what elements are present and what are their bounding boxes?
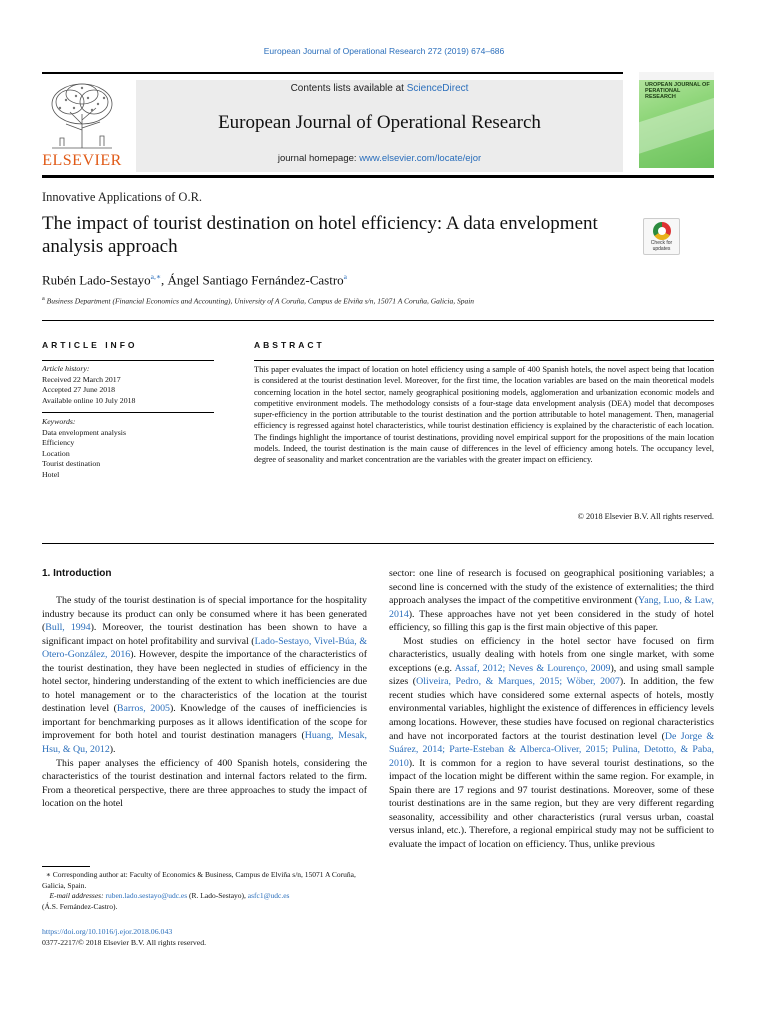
cover-decoration — [639, 95, 714, 154]
homepage-prefix: journal homepage: — [277, 153, 360, 164]
sciencedirect-link[interactable]: ScienceDirect — [406, 83, 469, 94]
cover-top-band — [639, 72, 714, 80]
elsevier-wordmark: ELSEVIER — [42, 152, 122, 169]
citation-link[interactable]: Oliveira, Pedro, & Marques, 2015; Wöber, 2007 — [416, 676, 620, 688]
abstract-heading: ABSTRACT — [254, 340, 325, 350]
footnote — [42, 870, 367, 912]
author-affiliation-mark[interactable]: a,∗ — [150, 272, 161, 281]
elsevier-logo[interactable] — [42, 80, 122, 172]
keywords — [42, 417, 214, 480]
crossmark-label-line: updates — [652, 245, 671, 252]
email-link[interactable]: asfc1@udc.es — [247, 891, 290, 901]
contents-line — [136, 83, 623, 94]
author-separator: , — [160, 272, 168, 288]
journal-masthead — [136, 80, 623, 172]
body-paragraph: sector: one line of research is focused on geographical positioning variables; a second line is concerned with the study of the existence of externalities; the third approach analyses the impact of the competitive environment (Yang, Luo, & Law, 2014). These approaches have not yet been considered in the study of hotel efficiency, so filling this gap is the first main objective of this paper. — [389, 568, 714, 634]
body-column-left — [42, 594, 367, 811]
history-item: Accepted 27 June 2018 — [42, 385, 115, 394]
contents-prefix: Contents lists available at — [290, 83, 407, 94]
article-info-heading: ARTICLE INFO — [42, 340, 138, 350]
divider — [42, 360, 214, 361]
article-title: The impact of tourist destination on hotel efficiency: A data envelopment analysis approach — [42, 213, 598, 257]
history-item: Received 22 March 2017 — [42, 374, 121, 384]
article-history — [42, 364, 214, 406]
body-paragraph: Most studies on efficiency in the hotel sector have focused on firm characteristics, usually dealing with hotels from one single market, with some exceptions (e.g. Assaf, 2012; Neves & Lourenço, 2009), and using small sample sizes (Oliveira, Pedro, & Marques, 2015; Wöber, 2007). In addition, the few recent studies which have considered some external aspects of hotels, mostly environmental variables, highlight the existence of differences in efficiency levels among locations. However, these studies have focused on regional characteristics and have not incorporated factors at the tourist destination level (De Jorge & Suárez, 2014; Parte-Esteban & Alberca-Oliver, 2015; Pulina, Detotto, & Paba, 2010). It is common for a region to have several tourist destinations, so the impact of the location might be different within the same region. For example, in Spain there are 17 regions and 97 tourist destinations. Moreover, some of these tourist destinations are in the same region, but they are very different regarding seasonality, accessibility and other characteristics (rural versus urban, coastal versus inland, etc.). Therefore, a regional empirical study may not be sufficient to evaluate the impact of location on efficiency. Thus, unlike previous — [389, 635, 715, 850]
history-item: Available online 10 July 2018 — [42, 395, 136, 405]
affiliation-text: Business Department (Financial Economics and Accounting), University of A Coruña, Campus de Elviña s/n, 15071 A Coruña, Galicia, Spain — [46, 296, 475, 306]
elsevier-tree-icon — [46, 80, 118, 150]
abstract-text: This paper evaluates the impact of location on hotel efficiency using a sample of 400 Spanish hotels, the novel aspect being that location is considered at the tourist destination level. Moreover, for the first time, the location variables are based on the main theoretical models concerning location in the hotel sector, namely geographical positioning models, agglomeration and urbanization economic models and competitive environment models. The methodology consists of a four-stage data envelopment analysis (DEA) model that decomposes super-efficiency in the portion attributable to the tourist destination and the portion attributable to hotel management. Then, managerial efficiency is regressed against hotel characteristics, while tourist destination efficiency is explained by the characteristic of each location. The findings highlight the importance of tourist destinations, providing novel empirical support for the propositions of the main location models. Indeed, the tourist destination is the main cause of differences in the level of efficiency among hotels. The occupancy level, degree of seasonality and market concentration are the variables with the greater impact on efficiency. — [254, 365, 714, 465]
citation-link[interactable]: Huang, Mesak, Hsu, & Qu, 2012 — [42, 730, 367, 756]
corresponding-author-note: ∗ Corresponding author at: Faculty of Economics & Business, Campus de Elviña s/n, 15071 A Coruña, Galicia, Spain. — [42, 870, 356, 890]
cover-title-line: PERATIONAL RESEARCH — [645, 88, 681, 100]
citation-link[interactable]: De Jorge & Suárez, 2014; Parte-Esteban & Alberca-Oliver, 2015; Pulina, Detotto, & Paba, 2010 — [389, 730, 715, 769]
keyword: Data envelopment analysis — [42, 427, 127, 437]
crossmark-icon — [653, 222, 671, 240]
cover-title — [645, 82, 711, 100]
author-name[interactable]: Ángel Santiago Fernández-Castro — [167, 272, 344, 288]
homepage-line — [136, 153, 623, 164]
email-link[interactable]: ruben.lado.sestayo@udc.es — [105, 891, 188, 901]
email-owner: (Á.S. Fernández-Castro). — [42, 901, 118, 911]
journal-citation[interactable]: European Journal of Operational Research 272 (2019) 674–686 — [263, 46, 505, 56]
journal-homepage-link[interactable]: www.elsevier.com/locate/ejor — [359, 153, 482, 164]
citation-link[interactable]: Assaf, 2012; Neves & Lourenço, 2009 — [454, 662, 611, 674]
affiliation-mark: a — [42, 295, 45, 302]
header-bottom-rule — [42, 175, 714, 178]
journal-title: European Journal of Operational Research — [218, 112, 541, 133]
header-top-rule — [42, 72, 623, 74]
affiliation — [42, 295, 474, 306]
journal-cover-image[interactable] — [639, 72, 714, 168]
author-name[interactable]: Rubén Lado-Sestayo — [42, 272, 151, 288]
section-type: Innovative Applications of O.R. — [42, 190, 203, 204]
doi-link[interactable]: https://doi.org/10.1016/j.ejor.2018.06.043 — [42, 927, 173, 936]
divider — [254, 360, 714, 361]
body-column-right — [389, 567, 714, 851]
check-for-updates-button[interactable] — [643, 218, 680, 255]
keyword: Tourist destination — [42, 459, 101, 468]
citation-link[interactable]: Yang, Luo, & Law, 2014 — [389, 595, 714, 620]
history-label: Article history: — [42, 364, 90, 373]
abstract-copyright: © 2018 Elsevier B.V. All rights reserved. — [577, 512, 714, 521]
author-affiliation-mark[interactable]: a — [343, 272, 348, 281]
email-note: E-mail addresses: ruben.lado.sestayo@udc.es (R. Lado-Sestayo), asfc1@udc.es — [49, 891, 290, 901]
citation-link[interactable]: Barros, 2005 — [116, 703, 170, 715]
citation-link[interactable]: Lado-Sestayo, Vivel-Búa, & Otero-González, 2016 — [42, 635, 367, 661]
keyword: Hotel — [42, 469, 60, 479]
crossmark-label — [644, 241, 679, 252]
doi-block — [42, 926, 206, 948]
keyword: Efficiency — [42, 438, 75, 447]
body-paragraph: The study of the tourist destination is of special importance for the hospitality industry because its product can only be consumed where it has been generated (Bull, 1994). Moreover, the tourist destination has been shown to have a significant impact on hotel profitability and survival (Lado-Sestayo, Vivel-Búa, & Otero-González, 2016). However, despite the importance of the characteristics of the tourist destination, they have been neglected in studies of efficiency in the hotel sector, hindering understanding of the extent to which inefficiencies are due to hotel management or to the characteristics of the location at the tourist destination level (Barros, 2005). Knowledge of the causes of inefficiencies is important for benchmarking purposes as it allows identification of the scope for improvement for both hotel and tourist destination managers (Huang, Mesak, Hsu, & Qu, 2012). — [42, 595, 368, 756]
section-heading-introduction: 1. Introduction — [42, 568, 112, 579]
footnote-rule — [42, 866, 90, 867]
divider — [42, 320, 714, 321]
crossmark-label-line: Check for — [650, 240, 673, 246]
keywords-label: Keywords: — [42, 417, 76, 426]
keyword: Location — [42, 448, 70, 458]
divider — [42, 543, 714, 544]
journal-header — [42, 72, 714, 177]
issn-line: 0377-2217/© 2018 Elsevier B.V. All rights reserved. — [42, 938, 207, 947]
cover-title-line: UROPEAN JOURNAL OF — [645, 82, 710, 88]
author-list — [42, 272, 347, 288]
divider — [42, 412, 214, 413]
citation-link[interactable]: Bull, 1994 — [45, 622, 91, 634]
body-paragraph: This paper analyses the efficiency of 400 Spanish hotels, considering the characteristics of the tourist destination and internal factors related to the firm. From a theoretical perspective, there are three approaches to study the impact of location on the hotel — [42, 757, 367, 810]
